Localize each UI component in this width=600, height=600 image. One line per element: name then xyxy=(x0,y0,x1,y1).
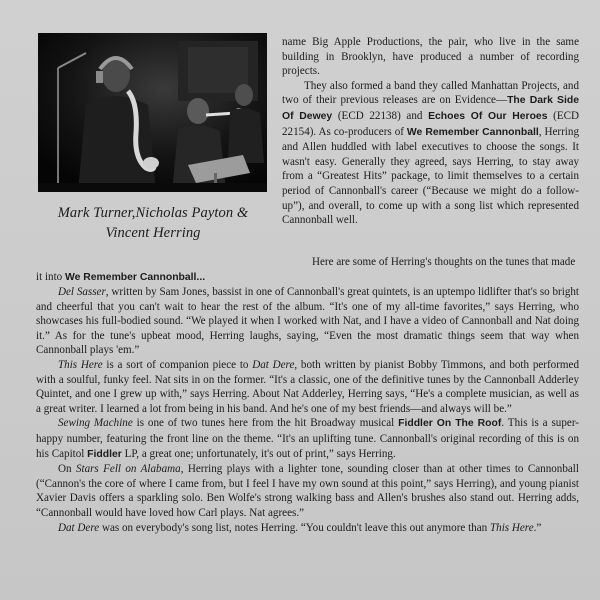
album-title: Fiddler xyxy=(87,448,122,460)
album-title: The Dark Side Of Dewey xyxy=(282,95,579,122)
text-run: it into xyxy=(36,270,65,283)
tunes-intro xyxy=(36,255,579,285)
text-run: They also formed a band they called Manhattan Projects, and two of their previous releases are on Evidence— xyxy=(282,79,579,107)
show-title: Fiddler On The Roof xyxy=(398,418,502,430)
text-run: . This is a super-happy number, featuring the front line on the theme. “It's an uplifting tune. Cannonball's original recording of this is on his Capitol xyxy=(36,417,579,460)
tune-title: This Here xyxy=(489,521,534,534)
tune-title: This Here xyxy=(58,358,103,371)
photo-image xyxy=(38,33,267,192)
tune-title: Del Sasser xyxy=(58,286,106,298)
paragraph-sewing-machine xyxy=(36,416,579,462)
text-run: , Herring plays with a lighter tone, sounding closer than at other times to Cannonball (“Cannon's the core of where I came from, but I feel I have my own sound at this point,” says Herring), and young pianist Xavier Davis offers a sparkling solo. Ben Wolfe's strong walking bass and Allen's brushes also stand out. Herring adds, “Cannonball would have loved how Carl plays. Nat agrees.” xyxy=(36,463,579,519)
text-run: , written by Sam Jones, bassist in one of Cannonball's great quintets, is an uptempo lidlifter that's so bright and cheerful that you can't wait to hear the rest of the album. “It's one of my all-time favorites,” says Herring, who showcases his full-bodied sound. “We played it when I worked with Nat, and I have a video of Cannonball and Nat doing it.” As for the tune's upbeat mood, Herring laughs, saying, “Even the most dramatic things seem that way when Cannonball plays 'em.” xyxy=(36,286,579,357)
paragraph-stars-fell xyxy=(36,462,579,520)
text-run: was on everybody's song list, notes Herring. “You couldn't leave this out anymore than xyxy=(99,521,490,534)
paragraph-dat-dere xyxy=(36,521,579,536)
tune-title: Sewing Machine xyxy=(58,417,133,430)
paragraph-this-here xyxy=(36,358,579,416)
tune-title: Dat Dere xyxy=(58,521,100,534)
album-title: We Remember Cannonball xyxy=(406,126,539,138)
tune-title: Stars Fell on Alabama xyxy=(75,463,181,476)
tunes-intro-line-2 xyxy=(36,270,579,286)
caption-line-1: Mark Turner,Nicholas Payton & xyxy=(57,205,249,221)
text-run: , both written by pianist Bobby Timmons, and both performed with a soulful, funky feel. Nat sits in on the former. “It's a classic, one of the definitive tunes by the Cannonball Adderley Quintet, and one I grew up with,” says Herring. About Nat Adderley, Herring says, “He's a complete musician, as well as a great writer. I learned a lot from being in his band. And he's one of my best friends—and always will be.” xyxy=(36,358,580,415)
caption-line-2: Vincent Herring xyxy=(105,225,201,241)
tune-title: Dat Dere xyxy=(252,358,295,371)
text-run: LP, a great one; unfortunately, it's out of print,” says Herring. xyxy=(121,447,396,460)
photo-caption xyxy=(36,203,270,243)
text-run: .” xyxy=(533,521,542,534)
right-column-text xyxy=(282,35,579,228)
text-run: , Herring and Allen huddled with label executives to choose the songs. It wasn't easy. Generally they agreed, says Herring, to stay away from a “Greatest Hits” package, to limit themselves to a certain period of Cannonball's career (“Because we might do a follow-up”), and overall, to come up with a song list which represented Cannonball well. xyxy=(282,125,579,227)
musicians-photo xyxy=(38,33,267,192)
text-run: (ECD 22138) and xyxy=(332,109,429,122)
text-run: is a sort of companion piece to xyxy=(102,358,253,371)
album-title: Echoes Of Our Heroes xyxy=(428,110,548,122)
paragraph xyxy=(282,79,579,228)
text-run: is one of two tunes here from the hit Broadway musical xyxy=(132,417,399,430)
text-run: (ECD 22154). As co-producers of xyxy=(282,109,580,138)
tunes-intro-line-1: Here are some of Herring's thoughts on the tunes that made xyxy=(312,256,576,268)
paragraph-del-sasser xyxy=(36,285,579,358)
paragraph: name Big Apple Productions, the pair, who live in the same building in Brooklyn, have produced a number of recording projects. xyxy=(282,36,579,78)
main-body-text xyxy=(36,285,579,535)
text-run: On xyxy=(58,463,76,476)
album-title: We Remember Cannonball... xyxy=(64,271,206,283)
